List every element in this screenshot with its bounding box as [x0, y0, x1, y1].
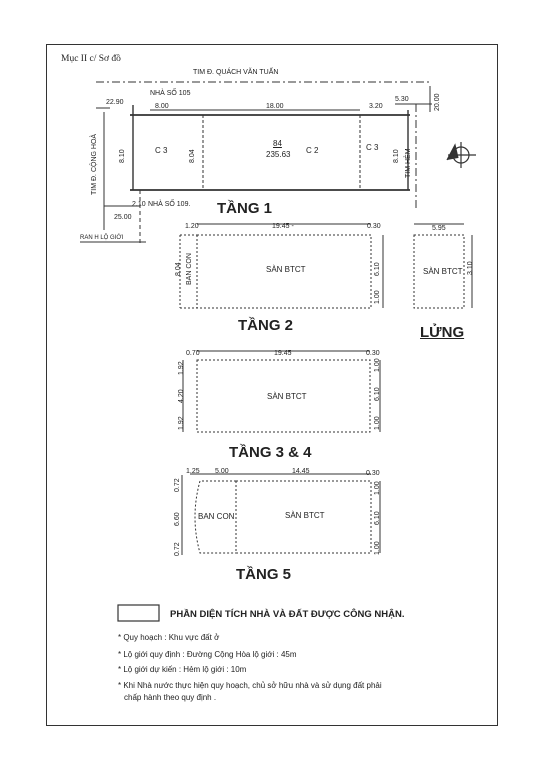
note-line: chấp hành theo quy định . — [124, 693, 217, 702]
dim-label: 0.30 — [366, 350, 380, 357]
dim-label: 1.92 — [178, 416, 185, 430]
dim-label: 20.00 — [434, 93, 441, 111]
floor5-title: TẦNG 5 — [236, 566, 292, 583]
dim-label: 8.10 — [119, 149, 126, 163]
note-line: * Khi Nhà nước thực hiện quy hoạch, chủ sở hữu nhà và sử dụng đất phải — [118, 681, 382, 690]
zone-c3-left: C 3 — [155, 146, 168, 155]
dim-label: 25.00 — [114, 214, 132, 221]
dim-label: 14.45 — [292, 468, 310, 475]
dim-label: 1.00 — [374, 481, 381, 495]
floor34-balcony: BAN CON — [198, 512, 235, 521]
note-line: * Quy hoạch : Khu vực đất ở — [118, 633, 220, 642]
dim-label: 19.45 — [274, 350, 292, 357]
dim-label: 1.92 — [178, 361, 185, 375]
dim-label: 0.30 — [366, 470, 380, 477]
dim-label: 6.10 — [374, 262, 381, 276]
dim-label: 5.30 — [395, 96, 409, 103]
dim-label: 6.10 — [374, 511, 381, 525]
floor1-slab: SÀN BTCT — [266, 265, 306, 274]
dim-label: 8.04 — [175, 262, 182, 276]
dim-label: 19.45 - — [272, 223, 294, 230]
dim-label: 3.20 — [369, 103, 383, 110]
dim-label: 0.70 — [186, 350, 200, 357]
note-line: * Lộ giới dự kiến : Hẻm lộ giới : 10m — [118, 665, 247, 674]
setback-label: RAN H LỘ GIỚI — [80, 235, 124, 241]
dim-label: 1.00 — [374, 358, 381, 372]
lot-number: 84 — [273, 139, 282, 148]
house-109-label: NHÀ SỐ 109. — [148, 201, 191, 208]
legend-swatch — [118, 605, 159, 621]
dim-label: 0.30 — [367, 223, 381, 230]
dim-label: 0.72 — [174, 542, 181, 556]
lot-area: 235.63 — [266, 150, 291, 159]
dim-label: 0.72 — [174, 478, 181, 492]
floor34-slab: SÀN BTCT — [285, 511, 325, 520]
mezzanine-slab: SÀN BTCT — [423, 267, 463, 276]
north-arrow-icon — [447, 142, 476, 168]
dim-label: 8.04 — [189, 149, 196, 163]
floor34-title: TẦNG 3 & 4 — [229, 444, 312, 461]
floor2-title: TẦNG 2 — [238, 317, 294, 334]
dim-label: 8.00 — [155, 103, 169, 110]
alley-label: TIM HẺM — [405, 148, 412, 178]
dim-label: 6.60 — [174, 512, 181, 526]
dim-label: 3.10 — [467, 261, 474, 275]
dim-label: 8.10 — [393, 149, 400, 163]
dim-label: 5.00 — [215, 468, 229, 475]
floor1-balcony: BAN CON — [186, 253, 193, 285]
legend-text: PHẦN DIỆN TÍCH NHÀ VÀ ĐẤT ĐƯỢC CÔNG NHẬN. — [170, 609, 405, 620]
mezzanine-title: LỬNG — [420, 324, 465, 341]
dim-label: 1.25 — [186, 468, 200, 475]
floor2-slab: SÀN BTCT — [267, 392, 307, 401]
street-left-label: TIM Đ. CỘNG HOÀ — [91, 133, 98, 195]
zone-c2: C 2 — [306, 146, 319, 155]
dim-label: 1.00 — [374, 290, 381, 304]
dim-label: 6.10 — [374, 387, 381, 401]
street-top-label: TIM Đ. QUÁCH VĂN TUẤN — [193, 69, 279, 76]
section-title: Mục II c/ Sơ đồ — [61, 54, 121, 64]
zone-c3-right: C 3 — [366, 143, 379, 152]
dim-label: 22.90 — [106, 99, 124, 106]
floor1-title: TẦNG 1 — [217, 200, 273, 217]
note-line: * Lộ giới quy định : Đường Cộng Hòa lộ giới : 45m — [118, 650, 297, 659]
dim-label: 4.20 — [178, 389, 185, 403]
dim-label: 2.10 — [132, 201, 146, 208]
dim-label: 18.00 — [266, 103, 284, 110]
dim-label: 1.00 — [374, 541, 381, 555]
dim-label: 1.00 — [374, 416, 381, 430]
house-105-label: NHÀ SỐ 105 — [150, 90, 191, 97]
dim-label: 5.95 — [432, 225, 446, 232]
dim-label: 1.20 — [185, 223, 199, 230]
